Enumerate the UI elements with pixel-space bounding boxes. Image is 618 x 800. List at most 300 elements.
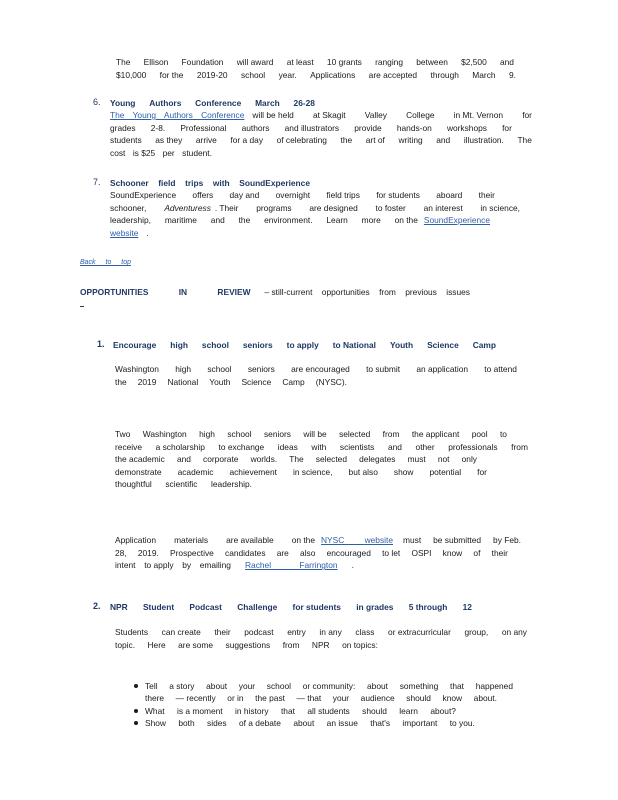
word: worlds. [250,454,278,465]
word: issues [446,287,470,297]
word: entry [287,627,306,637]
word: are encouraged [291,364,350,374]
word: authors [241,122,270,133]
word: in science, [292,466,333,477]
word: seniors [263,429,291,439]
item-7-title [110,177,310,189]
word: suggestions [225,639,271,650]
word: for [477,466,487,477]
npr-title [110,601,472,613]
word: an interest [423,202,463,213]
word: on any [501,627,527,637]
item-6-line-4 [110,147,212,160]
word: also [300,547,316,558]
word: to attend [484,364,517,374]
word: Foundation [181,57,224,67]
word: between [416,57,448,67]
word: or in [227,693,244,704]
word: 2019 [137,376,157,387]
word: academic [177,466,214,477]
nysc-p2-line-5 [115,478,252,491]
word: demonstrate [115,466,162,477]
word: to you. [449,718,475,729]
word: Application [115,535,156,545]
word: to apply [286,340,319,350]
word: day and [229,190,260,200]
word: receive [115,441,142,452]
word: the [115,376,127,387]
word: 12 [462,602,472,612]
word: seniors [242,340,273,350]
word: should [362,705,387,716]
word: the academic [115,454,165,465]
word: potential [429,466,462,477]
young-authors-link[interactable]: The Young Authors Conference [110,110,245,120]
word: their [491,547,508,558]
word: . Their [214,202,239,213]
word: happened [475,681,513,691]
word: of [473,547,481,558]
word: 9. [508,69,516,80]
word: candidates [225,547,266,558]
word: from [282,639,300,650]
word: Professional [180,122,227,133]
item-6-line-1 [110,109,532,122]
item-7-line-4 [110,227,520,240]
word: NPR [110,602,128,612]
word: about [367,681,388,691]
word: topic. [115,639,136,650]
word: March [255,98,280,108]
word: high [175,364,192,374]
word: are [276,547,289,558]
word: environment. [264,215,313,226]
item-7-period: . [146,227,149,238]
ellison-line-1 [116,56,514,69]
word: on topics: [342,639,378,650]
word: a story [169,681,195,691]
word: high [199,429,215,439]
review-underscore [80,306,84,307]
word: $10,000 [116,69,147,80]
bullet-2-line-1 [145,705,456,717]
word: school [207,364,232,374]
word: at Skagit [313,110,346,120]
item-7-line-1 [110,189,495,202]
word: a scholarship [155,441,205,452]
word: school [201,340,229,350]
npr-p1-line-2 [115,639,378,652]
item-6-title [110,97,315,109]
word: Student [142,602,175,612]
word: for the [159,69,184,80]
word: to apply [144,560,174,571]
word: to National [332,340,377,350]
word: in any [319,627,342,637]
word: previous [405,287,437,297]
nysc-p2-line-4 [115,466,487,479]
word: students [110,135,142,146]
soundexperience-website-link[interactable]: website [110,227,139,238]
word: should [406,693,431,704]
word: The [517,135,532,146]
word: selected [315,454,347,465]
word: the applicant [411,429,460,439]
word: will be [303,429,327,439]
word: only [461,454,477,465]
word: for [502,122,512,133]
word: to submit [366,364,401,374]
word: show [393,466,414,477]
item-6-paragraph [110,109,532,159]
word: leadership, [110,215,151,226]
npr-topic-list [145,680,513,730]
word: 2019-20 [196,69,228,80]
word: thoughtful [115,479,152,490]
word: ranging [375,57,404,67]
word: SoundExperience [110,190,177,200]
word: as they [155,135,183,146]
word: Students [115,627,149,637]
word: that [280,705,295,716]
back-to-top-link[interactable]: Back to top [80,259,132,266]
item-7-line-3-text [110,214,418,227]
bullet-icon [134,684,138,688]
word: College [406,110,435,120]
nysc-website-link[interactable]: NYSC website [321,535,393,545]
word: to [499,429,507,439]
item-7-line-2-pre [110,202,146,215]
word: are designed [309,202,358,213]
word: to let [382,547,401,558]
word: the [340,135,353,146]
word: overnight [275,190,311,200]
word: trips [185,178,204,188]
word: in grades [356,602,394,612]
word: about [206,681,228,691]
word: will award [236,57,274,67]
word: scientists [339,441,375,452]
word: podcast [244,627,274,637]
rachel-farrington-email-link[interactable]: Rachel Farrington [245,560,338,571]
word: per [162,147,175,158]
word: but also [348,466,378,477]
word: your [238,681,256,691]
item-6-line-3 [110,134,532,147]
nysc-paragraph-2 [115,428,528,491]
nysc-p3-line-1 [115,534,521,547]
npr-number: 2. [93,601,101,611]
word: there [145,693,165,704]
nysc-p3-line-3-pre [115,559,231,572]
word: about? [430,705,456,716]
word: Prospective [170,547,214,558]
word: both [178,718,195,729]
word: Show [145,718,166,729]
word: Encourage [113,340,157,350]
word: not [437,454,450,465]
word: their [478,190,495,200]
item-7-line-2-post [215,202,520,215]
word: Here [147,639,166,650]
word: National [167,376,199,387]
word: intent [115,560,136,571]
nysc-p2-line-3 [115,453,477,466]
word: important [402,718,438,729]
word: something [399,681,439,691]
nysc-p1-line-2 [115,376,347,389]
nysc-title [113,339,496,351]
nysc-p3-period: . [351,560,354,571]
word: with [311,441,327,452]
word: leadership. [211,479,252,490]
word: that [450,681,465,691]
npr-p1-line-1 [115,626,527,639]
word: be submitted [433,535,482,545]
bullet-1-line-1 [145,680,513,692]
list-item [145,717,513,729]
word: illustration. [463,135,504,146]
word: field trips [326,190,360,200]
word: with [212,178,230,188]
word: all students [307,705,350,716]
word: are available [226,535,274,545]
word: Science [241,376,272,387]
word: Camp [282,376,305,387]
word: learn [399,705,418,716]
word: by [182,560,192,571]
bullet-icon [134,709,138,713]
word: that's [370,718,391,729]
word: achievement [229,466,277,477]
word: Authors [149,98,182,108]
word: pool [471,429,488,439]
word: aboard [436,190,463,200]
word: selected [339,429,371,439]
word: school [266,681,292,691]
word: will be held [252,110,294,120]
word: from [382,429,400,439]
bullet-1-line-2 [145,692,497,704]
item-7-line-3 [110,214,520,227]
word: high [170,340,188,350]
word: know [442,547,463,558]
word: can create [161,627,201,637]
nysc-p3-line-1-post [403,534,521,547]
word: – still-current [264,287,313,297]
word: to exchange [218,441,265,452]
word: the [238,215,251,226]
word: Applications [310,69,356,80]
word: the past [255,693,285,704]
word: from [379,287,396,297]
word: encouraged [326,547,371,558]
word: Youth [389,340,414,350]
word: of a debate [239,718,281,729]
word: or community: [302,681,356,691]
word: scientific [165,479,198,490]
word: an issue [326,718,358,729]
word: know [442,693,463,704]
word: your [332,693,350,704]
word: are some [178,639,214,650]
word: corporate [203,454,239,465]
word: Two [115,429,131,439]
item-7-paragraph [110,189,520,239]
word: Challenge [237,602,278,612]
word: Podcast [189,602,222,612]
word: in Mt. Vernon [453,110,504,120]
word: school [227,429,252,439]
word: through [430,69,459,80]
word: of celebrating [276,135,327,146]
word: audience [360,693,395,704]
word: in history [235,705,269,716]
word: is a moment [176,705,223,716]
word: by Feb. [493,535,521,545]
word: on the [291,535,315,545]
word: SoundExperience [239,178,310,188]
word: Conference [195,98,242,108]
word: must [407,454,426,465]
list-item [145,680,513,705]
word: grades [110,122,136,133]
word: sides [207,718,227,729]
ellison-line-2 [116,69,516,82]
word: and [499,57,514,67]
word: year. [278,69,297,80]
word: writing [398,135,423,146]
word: in science, [480,202,520,213]
word: and [436,135,451,146]
list-item [145,705,513,717]
word: and [176,454,191,465]
word: What [145,705,165,716]
word: school [240,69,266,80]
word: Youth [209,376,231,387]
word: field [158,178,176,188]
word: from [511,441,528,452]
word: Washington [115,364,159,374]
nysc-p3-line-3 [115,559,521,572]
item-6-line-1-rest [252,109,532,122]
word: at least [286,57,314,67]
item-6-number: 6. [93,97,101,107]
word: programs [256,202,292,213]
word: The [116,57,131,67]
npr-paragraph-1 [115,626,527,651]
word: Schooner [110,178,149,188]
review-heading [80,286,470,298]
word: Learn [326,215,348,226]
review-subtitle [264,286,470,298]
word: NPR [311,639,330,650]
nysc-paragraph-3 [115,534,521,572]
item-6-line-2 [110,122,512,135]
ellison-paragraph [116,56,514,81]
word: and [387,441,402,452]
word: (NYSC). [315,376,347,387]
bullet-icon [134,721,138,725]
word: 2-8. [150,122,166,133]
nysc-p3-line-1-pre [115,534,315,547]
word: 5 through [408,602,448,612]
word: — that [296,693,322,704]
word: other [415,441,435,452]
word: professionals [448,441,498,452]
word: about. [473,693,497,704]
word: Young [110,98,136,108]
word: — recently [175,693,216,704]
word: their [214,627,231,637]
word: emailing [199,560,231,571]
nysc-p1-line-1 [115,363,517,376]
nysc-number: 1. [97,339,105,349]
word: Science [427,340,459,350]
word: must [403,535,422,545]
word: 28, [115,547,127,558]
word: for [522,110,532,120]
word: on the [394,215,418,226]
word: and illustrators [284,122,340,133]
word: hands-on [396,122,432,133]
word: group, [464,627,489,637]
word: maritime [164,215,197,226]
soundexperience-link[interactable]: SoundExperience [423,215,490,226]
word: March [472,69,496,80]
bullet-3-line-1 [145,717,475,729]
word: materials [174,535,209,545]
word: for students [292,602,341,612]
word: workshops [446,122,487,133]
word: Camp [472,340,496,350]
word: 10 grants [326,57,362,67]
word: Ellison [143,57,169,67]
word: provide [354,122,382,133]
word: ideas [277,441,298,452]
word: schooner, [110,202,147,213]
word: an application [416,364,469,374]
word: 2019. [137,547,159,558]
word: 26-28 [293,98,315,108]
word: art of [365,135,385,146]
word: opportunities [321,287,370,297]
word: for a day [230,135,264,146]
word: for students [376,190,420,200]
word: Washington [142,429,187,439]
nysc-p2-line-1 [115,428,507,441]
word: delegates [359,454,396,465]
word: is $25 [132,147,156,158]
word: about [293,718,315,729]
word: arrive [195,135,217,146]
word: The [289,454,304,465]
word: seniors [247,364,275,374]
word: Tell [145,681,158,691]
word: class [355,627,375,637]
word: and [210,215,225,226]
word: to foster [375,202,406,213]
nysc-paragraph-1 [115,363,517,388]
item-7-number: 7. [93,177,101,187]
word: OSPI [411,547,432,558]
nysc-p3-line-2 [115,547,508,560]
word: offers [192,190,214,200]
nysc-p2-line-2 [115,441,528,454]
word: are accepted [368,69,418,80]
review-heading-title: OPPORTUNITIES IN REVIEW [80,287,251,297]
word: $2,500 [461,57,487,67]
